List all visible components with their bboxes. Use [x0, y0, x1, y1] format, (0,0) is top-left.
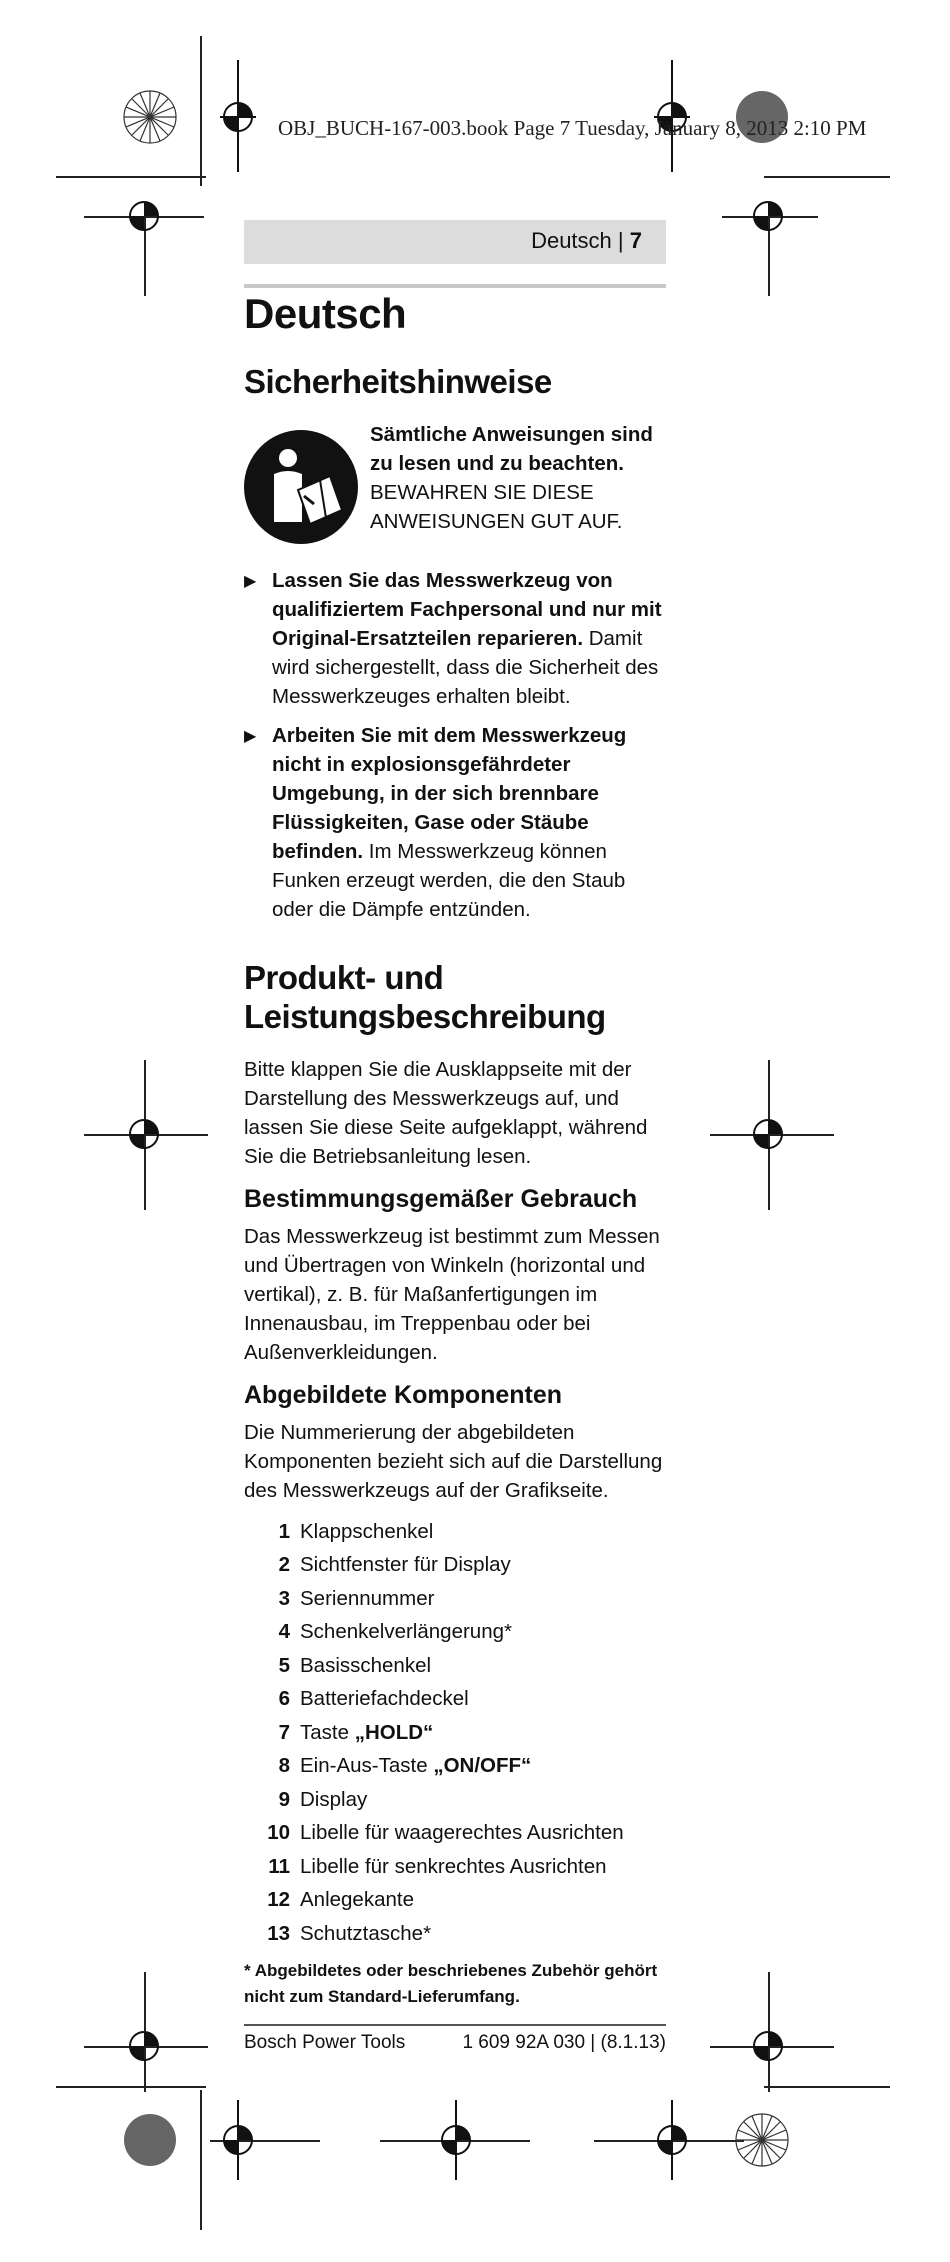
- footer-rule: [244, 2024, 666, 2026]
- footnote: * Abgebildetes oder beschriebenes Zubehör gehört nicht zum Standard-Lieferumfang.: [244, 1961, 658, 2007]
- list-item: 12 Anlegekante: [267, 1888, 414, 1912]
- header-page-number: 7: [629, 228, 642, 253]
- safety-bullet: [244, 721, 666, 924]
- triangle-bullet-icon: ▶: [244, 727, 257, 745]
- components-list: [244, 1515, 666, 1951]
- list-item: 9 Display: [278, 1787, 368, 1811]
- page-title: Deutsch: [244, 290, 407, 337]
- product-intro: Bitte klappen Sie die Ausklappseite mit der Darstellung des Messwerkzeugs auf, und lassen Sie diese Seite aufgeklappt, während Sie die Betriebsanleitung lesen.: [244, 1057, 648, 1168]
- components-heading: Abgebildete Komponenten: [244, 1380, 563, 1409]
- header-section: Deutsch: [531, 228, 612, 253]
- list-item: 2 Sichtfenster für Display: [278, 1553, 511, 1577]
- triangle-bullet-icon: ▶: [244, 572, 257, 590]
- list-item: 6 Batteriefachdeckel: [278, 1687, 469, 1711]
- list-item: 11 Libelle für senkrechtes Ausrichten: [268, 1854, 607, 1878]
- running-header: [244, 220, 666, 264]
- list-item: 3 Seriennummer: [278, 1586, 435, 1610]
- footer-doc-number: 1 609 92A 030 | (8.1.13): [462, 2032, 666, 2053]
- list-item: 8 Ein-Aus-Taste „ON/OFF“: [278, 1754, 532, 1778]
- list-item: 4 Schenkelverlängerung*: [278, 1620, 512, 1644]
- bullet-bold: Lassen Sie das Messwerkzeug von qualifiziertem Fachpersonal und nur mit Original-Ersatzteilen reparieren.: [272, 568, 662, 650]
- use-heading: Bestimmungsgemäßer Gebrauch: [244, 1184, 638, 1213]
- bullet-text: Damit wird sichergestellt, dass die Sicherheit des Messwerkzeuges erhalten bleibt.: [272, 626, 659, 708]
- list-item: 1 Klappschenkel: [278, 1519, 434, 1543]
- warning-bold: Sämtliche Anweisungen sind zu lesen und zu beachten.: [370, 422, 653, 475]
- use-text: Das Messwerkzeug ist bestimmt zum Messen und Übertragen von Winkeln (horizontal und vertikal), z. B. für Maßanfertigungen im Innenausbau, im Treppenbau oder bei Außenverkleidungen.: [244, 1224, 660, 1364]
- print-slug: OBJ_BUCH-167-003.book Page 7 Tuesday, January 8, 2013 2:10 PM: [278, 116, 867, 140]
- list-item: 5 Basisschenkel: [278, 1653, 432, 1677]
- list-item: 10 Libelle für waagerechtes Ausrichten: [267, 1821, 624, 1845]
- product-heading: Produkt- und Leistungsbeschreibung: [244, 958, 606, 1036]
- footer-brand: Bosch Power Tools: [244, 2032, 406, 2053]
- bullet-text: Im Messwerkzeug können Funken erzeugt werden, die den Staub oder die Dämpfe entzünden.: [272, 839, 626, 921]
- safety-warning-text: [370, 420, 666, 544]
- read-manual-icon: [244, 430, 358, 544]
- list-item: 7 Taste „HOLD“: [278, 1720, 434, 1744]
- page-content: [244, 286, 666, 2010]
- safety-heading: Sicherheitshinweise: [244, 363, 552, 400]
- bullet-bold: Arbeiten Sie mit dem Messwerkzeug nicht in explosionsgefährdeter Umgebung, in der sich brennbare Flüssigkeiten, Gase oder Stäube befinden.: [272, 723, 627, 863]
- warning-caps: BEWAHREN SIE DIESE ANWEISUNGEN GUT AUF.: [370, 480, 623, 533]
- list-item: 13 Schutztasche*: [267, 1921, 432, 1945]
- safety-warning-box: [244, 420, 666, 544]
- header-separator: |: [611, 228, 630, 253]
- safety-bullet: [244, 566, 666, 711]
- components-intro: Die Nummerierung der abgebildeten Komponenten bezieht sich auf die Darstellung des Messwerkzeugs auf der Grafikseite.: [244, 1420, 663, 1502]
